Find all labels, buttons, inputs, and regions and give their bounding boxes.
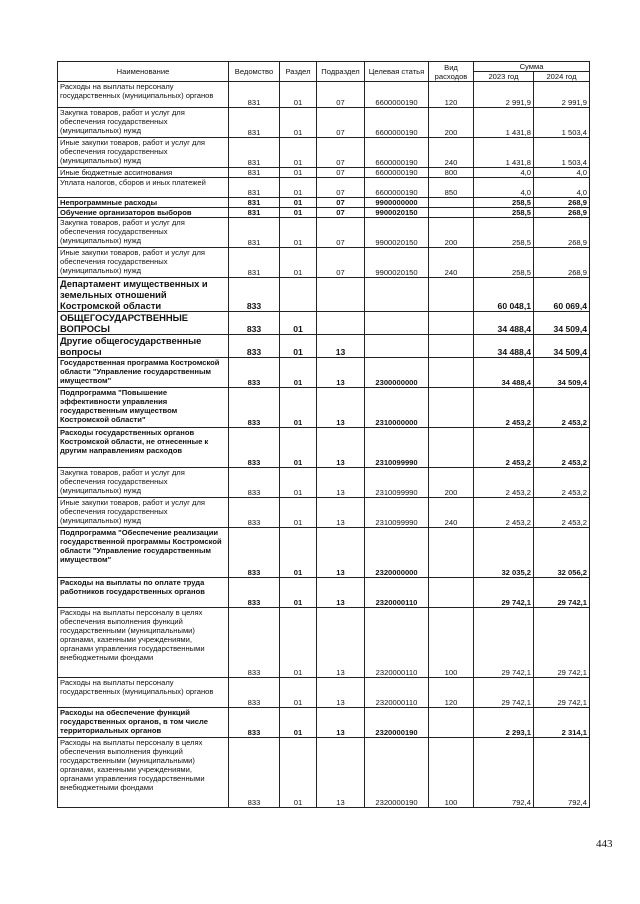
page-number: 443 — [596, 838, 613, 850]
row-sum-2023: 4,0 — [474, 178, 534, 198]
row-target: 2320000110 — [365, 678, 429, 708]
row-vid — [429, 578, 474, 608]
row-sum-2024: 1 503,4 — [534, 108, 590, 138]
row-podrazdel: 07 — [317, 218, 365, 248]
row-sum-2023: 29 742,1 — [474, 678, 534, 708]
row-vid: 120 — [429, 678, 474, 708]
table-row — [58, 248, 590, 278]
row-vid — [429, 388, 474, 428]
table-row — [58, 388, 590, 428]
row-sum-2024: 32 056,2 — [534, 528, 590, 578]
row-sum-2023: 258,5 — [474, 248, 534, 278]
row-sum-2023: 29 742,1 — [474, 608, 534, 678]
row-vid — [429, 528, 474, 578]
row-sum-2024: 268,9 — [534, 208, 590, 218]
row-razdel: 01 — [280, 498, 317, 528]
row-vedomstvo: 833 — [229, 335, 280, 358]
row-sum-2024: 268,9 — [534, 248, 590, 278]
row-name: Иные закупки товаров, работ и услуг для обеспечения государственных (муниципальных) нужд — [58, 498, 229, 528]
budget-table — [57, 61, 590, 808]
row-sum-2024: 2 453,2 — [534, 468, 590, 498]
row-name: Закупка товаров, работ и услуг для обеспечения государственных (муниципальных) нужд — [58, 218, 229, 248]
row-sum-2023: 258,5 — [474, 218, 534, 248]
row-vid: 100 — [429, 608, 474, 678]
table-row — [58, 528, 590, 578]
row-podrazdel: 13 — [317, 578, 365, 608]
table-row — [58, 608, 590, 678]
row-sum-2024: 268,9 — [534, 198, 590, 208]
row-sum-2023: 4,0 — [474, 168, 534, 178]
row-vedomstvo: 831 — [229, 138, 280, 168]
table-row — [58, 278, 590, 312]
row-vedomstvo: 833 — [229, 428, 280, 468]
row-name: Расходы на выплаты персоналу государственных (муниципальных) органов — [58, 82, 229, 108]
row-sum-2023: 2 453,2 — [474, 388, 534, 428]
table-row — [58, 498, 590, 528]
row-sum-2024: 1 503,4 — [534, 138, 590, 168]
row-podrazdel: 13 — [317, 428, 365, 468]
row-target: 2310099990 — [365, 468, 429, 498]
header-target: Целевая статья — [365, 62, 429, 82]
row-target: 2310000000 — [365, 388, 429, 428]
table-row — [58, 358, 590, 388]
row-razdel: 01 — [280, 358, 317, 388]
row-name: Подпрограмма "Обеспечение реализации государственной программы Костромской области "Управление государственным имуществом" — [58, 528, 229, 578]
row-target: 2310099990 — [365, 498, 429, 528]
row-razdel: 01 — [280, 578, 317, 608]
row-target: 2320000190 — [365, 738, 429, 808]
row-podrazdel: 13 — [317, 528, 365, 578]
row-name: Непрограммные расходы — [58, 198, 229, 208]
row-target: 6600000190 — [365, 108, 429, 138]
row-vedomstvo: 831 — [229, 178, 280, 198]
row-vedomstvo: 831 — [229, 208, 280, 218]
row-sum-2024: 29 742,1 — [534, 578, 590, 608]
row-name: Иные закупки товаров, работ и услуг для обеспечения государственных (муниципальных) нужд — [58, 138, 229, 168]
row-sum-2023: 60 048,1 — [474, 278, 534, 312]
row-razdel: 01 — [280, 208, 317, 218]
row-sum-2024: 268,9 — [534, 218, 590, 248]
row-vedomstvo: 833 — [229, 498, 280, 528]
row-sum-2024: 2 991,9 — [534, 82, 590, 108]
table-row — [58, 578, 590, 608]
table-row — [58, 218, 590, 248]
row-name: Подпрограмма "Повышение эффективности управления государственным имуществом Костромской области" — [58, 388, 229, 428]
row-target: 2320000110 — [365, 578, 429, 608]
row-target: 2320000190 — [365, 708, 429, 738]
table-row — [58, 178, 590, 198]
row-vedomstvo: 833 — [229, 312, 280, 335]
row-name: Другие общегосударственные вопросы — [58, 335, 229, 358]
row-vid — [429, 278, 474, 312]
row-razdel: 01 — [280, 168, 317, 178]
row-target — [365, 312, 429, 335]
row-target — [365, 335, 429, 358]
row-podrazdel: 13 — [317, 388, 365, 428]
row-razdel: 01 — [280, 428, 317, 468]
row-vedomstvo: 831 — [229, 168, 280, 178]
row-podrazdel: 13 — [317, 358, 365, 388]
row-razdel: 01 — [280, 388, 317, 428]
row-razdel: 01 — [280, 312, 317, 335]
row-razdel: 01 — [280, 198, 317, 208]
row-vedomstvo: 833 — [229, 468, 280, 498]
row-sum-2024: 34 509,4 — [534, 358, 590, 388]
row-sum-2023: 2 453,2 — [474, 428, 534, 468]
table-row — [58, 738, 590, 808]
row-vid: 240 — [429, 248, 474, 278]
row-podrazdel: 07 — [317, 208, 365, 218]
row-vedomstvo: 833 — [229, 278, 280, 312]
row-vedomstvo: 833 — [229, 578, 280, 608]
row-vid: 200 — [429, 468, 474, 498]
table-body — [58, 82, 590, 808]
row-razdel — [280, 278, 317, 312]
row-name: ОБЩЕГОСУДАРСТВЕННЫЕ ВОПРОСЫ — [58, 312, 229, 335]
row-podrazdel: 13 — [317, 335, 365, 358]
row-name: Закупка товаров, работ и услуг для обеспечения государственных (муниципальных) нужд — [58, 108, 229, 138]
row-razdel: 01 — [280, 248, 317, 278]
table-row — [58, 708, 590, 738]
row-razdel: 01 — [280, 335, 317, 358]
row-razdel: 01 — [280, 708, 317, 738]
row-target — [365, 278, 429, 312]
header-vid: Вид расходов — [429, 62, 474, 82]
row-podrazdel: 07 — [317, 248, 365, 278]
row-razdel: 01 — [280, 678, 317, 708]
row-razdel: 01 — [280, 528, 317, 578]
row-target: 6600000190 — [365, 178, 429, 198]
row-vid: 240 — [429, 138, 474, 168]
row-name: Государственная программа Костромской области "Управление государственным имуществом" — [58, 358, 229, 388]
row-razdel: 01 — [280, 178, 317, 198]
header-razdel: Раздел — [280, 62, 317, 82]
row-target: 2310099990 — [365, 428, 429, 468]
row-vedomstvo: 833 — [229, 358, 280, 388]
row-razdel: 01 — [280, 138, 317, 168]
row-vedomstvo: 831 — [229, 248, 280, 278]
row-podrazdel: 07 — [317, 82, 365, 108]
row-podrazdel: 13 — [317, 738, 365, 808]
row-name: Обучение организаторов выборов — [58, 208, 229, 218]
table-row — [58, 108, 590, 138]
row-sum-2023: 2 293,1 — [474, 708, 534, 738]
row-sum-2024: 60 069,4 — [534, 278, 590, 312]
row-target: 9900020150 — [365, 208, 429, 218]
row-vid: 120 — [429, 82, 474, 108]
row-target: 6600000190 — [365, 138, 429, 168]
row-target: 2320000110 — [365, 608, 429, 678]
row-vedomstvo: 833 — [229, 678, 280, 708]
row-podrazdel — [317, 278, 365, 312]
row-vid: 200 — [429, 108, 474, 138]
row-sum-2023: 1 431,8 — [474, 138, 534, 168]
row-target: 2320000000 — [365, 528, 429, 578]
row-vid: 800 — [429, 168, 474, 178]
row-vedomstvo: 833 — [229, 738, 280, 808]
row-sum-2024: 34 509,4 — [534, 312, 590, 335]
row-vedomstvo: 831 — [229, 82, 280, 108]
row-vid: 200 — [429, 218, 474, 248]
row-razdel: 01 — [280, 82, 317, 108]
row-razdel: 01 — [280, 218, 317, 248]
row-name: Расходы на выплаты персоналу государственных (муниципальных) органов — [58, 678, 229, 708]
row-name: Расходы на выплаты персоналу в целях обеспечения выполнения функций государственными (муниципальными) органами, казенными учреждениями, органами управления государственными внебюджетными фондами — [58, 608, 229, 678]
row-razdel: 01 — [280, 108, 317, 138]
row-target: 6600000190 — [365, 168, 429, 178]
row-sum-2023: 34 488,4 — [474, 358, 534, 388]
table-row — [58, 468, 590, 498]
row-target: 9900020150 — [365, 218, 429, 248]
row-sum-2023: 258,5 — [474, 198, 534, 208]
row-name: Уплата налогов, сборов и иных платежей — [58, 178, 229, 198]
row-sum-2023: 34 488,4 — [474, 312, 534, 335]
row-vid — [429, 358, 474, 388]
row-target: 2300000000 — [365, 358, 429, 388]
row-vid — [429, 335, 474, 358]
row-vid: 100 — [429, 738, 474, 808]
row-razdel: 01 — [280, 468, 317, 498]
table-header — [58, 62, 590, 82]
header-vedomstvo: Ведомство — [229, 62, 280, 82]
row-podrazdel: 07 — [317, 108, 365, 138]
row-vid — [429, 208, 474, 218]
row-vid: 240 — [429, 498, 474, 528]
row-sum-2024: 29 742,1 — [534, 608, 590, 678]
row-vid — [429, 428, 474, 468]
row-sum-2024: 2 453,2 — [534, 388, 590, 428]
header-name: Наименование — [58, 62, 229, 82]
row-name: Иные закупки товаров, работ и услуг для обеспечения государственных (муниципальных) нужд — [58, 248, 229, 278]
table-row — [58, 82, 590, 108]
row-name: Иные бюджетные ассигнования — [58, 168, 229, 178]
row-vedomstvo: 833 — [229, 388, 280, 428]
table-row — [58, 168, 590, 178]
table-row — [58, 312, 590, 335]
row-sum-2024: 2 453,2 — [534, 498, 590, 528]
row-name: Расходы государственных органов Костромской области, не отнесенные к другим направлениям расходов — [58, 428, 229, 468]
row-name: Расходы на выплаты персоналу в целях обеспечения выполнения функций государственными (муниципальными) органами, казенными учреждениями, органами управления государственными внебюджетными фондами — [58, 738, 229, 808]
row-vedomstvo: 831 — [229, 108, 280, 138]
row-podrazdel: 13 — [317, 468, 365, 498]
row-podrazdel: 07 — [317, 178, 365, 198]
header-2023: 2023 год — [474, 72, 534, 82]
table-row — [58, 335, 590, 358]
row-vedomstvo: 833 — [229, 528, 280, 578]
row-podrazdel: 07 — [317, 138, 365, 168]
row-vid: 850 — [429, 178, 474, 198]
row-podrazdel: 13 — [317, 498, 365, 528]
row-podrazdel: 07 — [317, 168, 365, 178]
row-vedomstvo: 833 — [229, 708, 280, 738]
row-sum-2024: 2 314,1 — [534, 708, 590, 738]
row-vedomstvo: 833 — [229, 608, 280, 678]
row-name: Закупка товаров, работ и услуг для обеспечения государственных (муниципальных) нужд — [58, 468, 229, 498]
row-target: 6600000190 — [365, 82, 429, 108]
row-podrazdel: 13 — [317, 678, 365, 708]
row-sum-2024: 792,4 — [534, 738, 590, 808]
row-sum-2024: 4,0 — [534, 178, 590, 198]
row-vedomstvo: 831 — [229, 218, 280, 248]
row-target: 9900000000 — [365, 198, 429, 208]
header-sum: Сумма — [474, 62, 590, 72]
row-vid — [429, 312, 474, 335]
row-sum-2023: 1 431,8 — [474, 108, 534, 138]
header-2024: 2024 год — [534, 72, 590, 82]
row-podrazdel: 13 — [317, 608, 365, 678]
row-name: Департамент имущественных и земельных отношений Костромской области — [58, 278, 229, 312]
row-sum-2023: 258,5 — [474, 208, 534, 218]
table-row — [58, 678, 590, 708]
row-sum-2023: 32 035,2 — [474, 528, 534, 578]
table-row — [58, 198, 590, 208]
row-sum-2024: 4,0 — [534, 168, 590, 178]
row-target: 9900020150 — [365, 248, 429, 278]
row-sum-2023: 2 991,9 — [474, 82, 534, 108]
table-row — [58, 428, 590, 468]
row-vid — [429, 708, 474, 738]
row-sum-2023: 34 488,4 — [474, 335, 534, 358]
row-vedomstvo: 831 — [229, 198, 280, 208]
table-row — [58, 138, 590, 168]
row-podrazdel: 07 — [317, 198, 365, 208]
row-podrazdel: 13 — [317, 708, 365, 738]
row-razdel: 01 — [280, 608, 317, 678]
row-sum-2023: 792,4 — [474, 738, 534, 808]
row-razdel: 01 — [280, 738, 317, 808]
row-sum-2023: 2 453,2 — [474, 468, 534, 498]
header-podrazdel: Подраздел — [317, 62, 365, 82]
table-row — [58, 208, 590, 218]
row-sum-2024: 29 742,1 — [534, 678, 590, 708]
row-sum-2024: 2 453,2 — [534, 428, 590, 468]
row-podrazdel — [317, 312, 365, 335]
row-vid — [429, 198, 474, 208]
row-name: Расходы на выплаты по оплате труда работников государственных органов — [58, 578, 229, 608]
row-sum-2023: 29 742,1 — [474, 578, 534, 608]
row-name: Расходы на обеспечение функций государственных органов, в том числе территориальных органов — [58, 708, 229, 738]
row-sum-2024: 34 509,4 — [534, 335, 590, 358]
row-sum-2023: 2 453,2 — [474, 498, 534, 528]
